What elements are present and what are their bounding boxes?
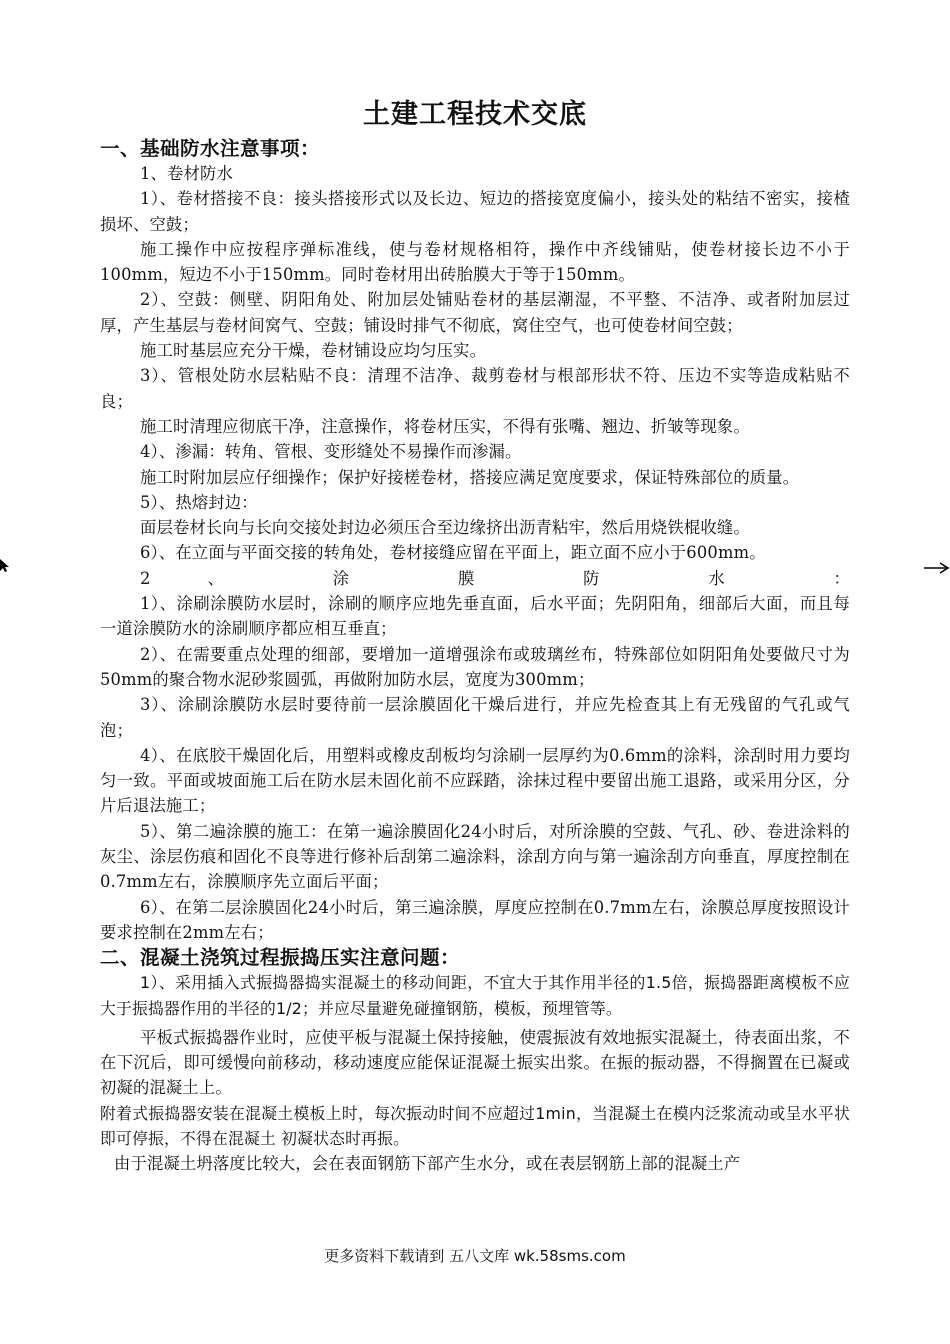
cursor-arrow-icon <box>0 558 10 577</box>
paragraph: 2）、在需要重点处理的细部，要增加一道增强涂布或玻璃丝布，特殊部位如阴阳角处要做尺寸为50mm的聚合物水泥砂浆圆弧，再做附加防水层，宽度为300mm； <box>100 644 850 689</box>
paragraph: 1）、涂刷涂膜防水层时，涂刷的顺序应地先垂直面，后水平面；先阴阳角，细部后大面，而且每一道涂膜防水的涂刷顺序都应相互垂直； <box>100 594 850 639</box>
paragraph: 面层卷材长向与长向交接处封边必须压合至边缘挤出沥青粘牢，然后用烧铁棍收缝。 <box>140 518 750 538</box>
paragraph: 4）、渗漏：转角、管根、变形缝处不易操作而渗漏。 <box>140 442 522 462</box>
paragraph: 施工操作中应按程序弹标准线，使与卷材规格相符，操作中齐线铺贴，使卷材接长边不小于100mm，短边不小于150mm。同时卷材用出砖胎膜大于等于150mm。 <box>100 239 850 285</box>
section1-subheading: 1、卷材防水 <box>140 164 233 183</box>
footer-link[interactable]: 更多资料下载请到 五八文库 wk.58sms.com <box>324 1247 626 1265</box>
paragraph: 3）、涂刷涂膜防水层时要待前一层涂膜固化干燥后进行，并应先检查其上有无残留的气孔或气泡； <box>100 695 850 740</box>
paragraph: 由于混凝土坍落度比较大，会在表面钢筋下部产生水分，或在表层钢筋上部的混凝土产 <box>114 1154 741 1174</box>
page-title: 土建工程技术交底 <box>363 99 587 130</box>
coating-subheading: 2 、 涂 膜 防 水 ： <box>140 568 850 588</box>
section2-heading: 二、混凝土浇筑过程振捣压实注意问题： <box>100 946 461 970</box>
section1-heading: 一、基础防水注意事项： <box>100 137 321 160</box>
paragraph: 附着式振捣器安装在混凝土模板上时，每次振动时间不应超过1min，当混凝土在模内泛浆流动或呈水平状即可停振，不得在混凝土 初凝状态时再振。 <box>100 1103 850 1148</box>
paragraph: 5）、第二遍涂膜的施工：在第一遍涂膜固化24小时后，对所涂膜的空鼓、气孔、砂、卷进涂料的灰尘、涂层伤痕和固化不良等进行修补后刮第二遍涂料，涂刮方向与第一遍涂刮方向垂直，厚度控制在0.7mm左右，涂膜顺序先立面后平面； <box>100 821 850 892</box>
paragraph: 5）、热熔封边： <box>140 492 258 512</box>
paragraph: 4）、在底胶干燥固化后，用塑料或橡皮刮板均匀涂刷一层厚约为0.6mm的涂料，涂刮时用力要均匀一致。平面或坡面施工后在防水层未固化前不应踩踏，涂抹过程中要留出施工退路，或采用分区，分片后退法施工； <box>100 745 850 816</box>
paragraph: 施工时基层应充分干燥，卷材铺设应均匀压实。 <box>140 341 487 361</box>
paragraph: 施工时附加层应仔细操作；保护好接槎卷材，搭接应满足宽度要求，保证特殊部位的质量。 <box>140 467 800 487</box>
paragraph: 施工时清理应彻底干净，注意操作，将卷材压实，不得有张嘴、翘边、折皱等现象。 <box>140 416 750 436</box>
document-page <box>100 92 850 1177</box>
paragraph: 3）、管根处防水层粘贴不良：清理不洁净、裁剪卷材与根部形状不符、压边不实等造成粘贴不良； <box>100 366 850 411</box>
paragraph: 6）、在立面与平面交接的转角处，卷材接缝应留在平面上，距立面不应小于600mm。 <box>140 543 766 563</box>
paragraph: 2）、空鼓：侧壁、阴阳角处、附加层处铺贴卷材的基层潮湿，不平整、不洁净、或者附加层过厚，产生基层与卷材间窝气、空鼓；铺设时排气不彻底，窝住空气，也可使卷材间空鼓； <box>100 290 850 335</box>
paragraph: 6）、在第二层涂膜固化24小时后，第三遍涂膜，厚度应控制在0.7mm左右，涂膜总厚度按照设计要求控制在2mm左右； <box>100 897 850 942</box>
paragraph: 1）、卷材搭接不良：接头搭接形式以及长边、短边的搭接宽度偏小，接头处的粘结不密实，接楂损坏、空鼓； <box>100 189 850 234</box>
paragraph: 平板式振捣器作业时，应使平板与混凝土保持接触，使震振波有效地振实混凝土，待表面出浆，不在下沉后，即可缓慢向前移动，移动速度应能保证混凝土振实出浆。在振的振动器，不得搁置在已凝或初凝的混凝土上。 <box>100 1027 850 1098</box>
right-arrow-icon <box>924 560 950 579</box>
paragraph: 1）、采用插入式振捣器捣实混凝土的移动间距，不宜大于其作用半径的1.5倍，振捣器距离模板不应大于振捣器作用的半径的1/2；并应尽量避免碰撞钢筋，模板，预埋管等。 <box>100 973 850 1018</box>
